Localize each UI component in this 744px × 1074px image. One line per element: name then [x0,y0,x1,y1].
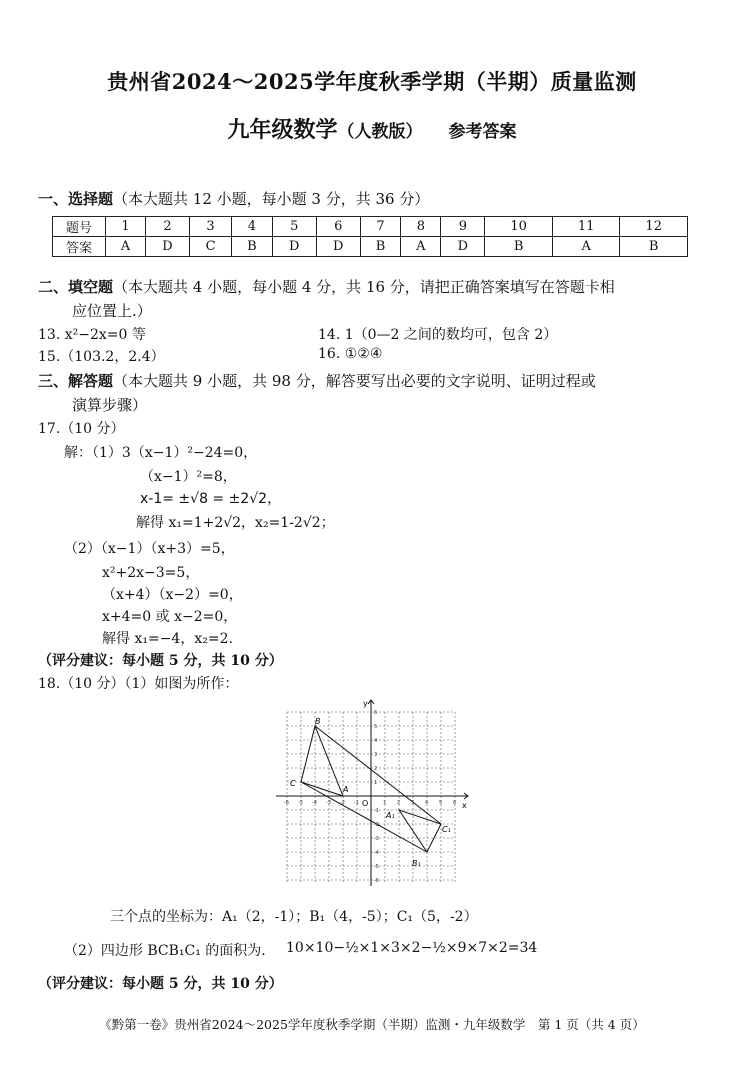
table-cell: B [485,237,553,257]
table-row-numbers [53,217,688,237]
table-cell: A [401,237,441,257]
q17-line: 解：（1）3（x−1）²−24=0， [64,445,258,461]
svg-text:-4: -4 [312,800,317,806]
svg-text:-3: -3 [326,800,331,806]
table-row-answers [53,237,688,257]
q17-line: （2）（x−1）（x+3）=5， [64,541,235,557]
q17-line: 解得 x₁=−4，x₂=2. [102,631,233,647]
title-main [0,113,744,144]
q18-area-expression: 10×10−½×1×3×2−½×9×7×2=34 [286,940,538,956]
svg-text:-1: -1 [354,800,359,806]
q18-coordinates: 三个点的坐标为：A₁（2，-1）；B₁（4，-5）；C₁（5，-2） [110,909,478,925]
title-edition: （人教版） [337,122,423,142]
table-cell: D [145,237,189,257]
q17-line: x²+2x−3=5， [102,565,200,581]
section3-heading: 三、解答题（本大题共 9 小题，共 98 分，解答要写出必要的文字说明、证明过程或 [38,372,596,390]
section2-heading: 二、填空题（本大题共 4 小题，每小题 4 分，共 16 分，请把正确答案填写在答题卡相 [38,278,615,296]
table-cell: D [272,237,316,257]
svg-text:-6: -6 [374,878,379,884]
origin-label: O [362,799,369,808]
table-cell: 4 [232,217,273,237]
q16-answer: 16. ①②④ [318,346,383,362]
q18-header: 18.（10 分）（1）如图为所作： [38,676,239,692]
point-a1-label: A₁ [386,811,395,820]
table-cell: 9 [441,217,485,237]
table-cell: 12 [620,217,688,237]
table-cell: 11 [552,217,620,237]
point-b-label: B [315,717,321,726]
q17-line: x+4=0 或 x−2=0， [102,609,238,625]
point-a-label: A [343,785,349,794]
table-cell: 10 [485,217,553,237]
point-c1-label: C₁ [442,825,451,834]
table-cell: C [189,237,231,257]
svg-text:2: 2 [397,800,401,806]
svg-text:-3: -3 [374,836,379,842]
title-reference: 参考答案 [448,122,517,142]
table-cell: D [316,237,360,257]
point-c-label: C [290,779,296,788]
q17-line: x-1= ±√8 = ±2√2， [140,491,282,507]
table-cell: A [552,237,620,257]
svg-text:5: 5 [439,800,443,806]
table-cell: 7 [360,217,401,237]
q17-line: （x+4）（x−2）=0， [102,587,243,603]
svg-text:-5: -5 [298,800,303,806]
point-b1-label: B₁ [412,859,421,868]
q17-header: 17.（10 分） [38,421,125,437]
q14-answer: 14. 1（0—2 之间的数均可，包含 2） [318,327,558,343]
table-cell: 1 [106,217,146,237]
svg-text:-2: -2 [340,800,345,806]
table-cell: D [441,237,485,257]
table-cell: 2 [145,217,189,237]
svg-text:3: 3 [411,800,415,806]
table-cell: 3 [189,217,231,237]
svg-text:-5: -5 [374,864,379,870]
answer-table [52,216,688,257]
title-line1: 贵州省2024～2025学年度秋季学期（半期）质量监测 [107,69,637,94]
table-cell: 6 [316,217,360,237]
table-cell: 8 [401,217,441,237]
svg-text:3: 3 [374,752,378,758]
section2-heading-cont: 应位置上.） [72,302,152,320]
table-cell: A [106,237,146,257]
table-cell: 5 [272,217,316,237]
q17-eval: （评分建议：每小题 5 分，共 10 分） [38,653,283,669]
svg-text:-4: -4 [374,850,379,856]
q15-answer: 15.（103.2，2.4） [38,349,165,365]
triangle-a1b1c1 [399,810,441,852]
page-footer: 《黔第一卷》贵州省2024～2025学年度秋季学期（半期）监测・九年级数学 第 1 页（共 4 页） [99,1017,645,1032]
table-cell: 答案 [53,237,106,257]
y-axis-label: y [363,699,368,708]
q17-line: （x−1）²=8， [140,469,237,485]
q18-area-label: （2）四边形 BCB₁C₁ 的面积为. [64,943,266,959]
x-axis-label: x [462,801,467,810]
title-subject: 九年级数学 [227,117,338,143]
svg-text:6: 6 [374,710,378,716]
section1-heading: 一、选择题（本大题共 12 小题，每小题 3 分，共 36 分） [38,190,430,208]
table-cell: 题号 [53,217,106,237]
svg-text:5: 5 [374,724,378,730]
svg-text:6: 6 [453,800,457,806]
coordinate-graph [270,694,475,890]
svg-text:1: 1 [374,780,378,786]
q13-answer: 13. x²−2x=0 等 [38,327,146,343]
q18-eval: （评分建议：每小题 5 分，共 10 分） [38,976,283,992]
svg-text:-1: -1 [374,808,379,814]
table-cell: B [360,237,401,257]
section3-heading-cont: 演算步骤） [72,396,148,414]
table-cell: B [620,237,688,257]
svg-text:1: 1 [383,800,387,806]
table-cell: B [232,237,273,257]
svg-text:4: 4 [374,738,378,744]
q17-line: 解得 x₁=1+2√2，x₂=1-2√2； [136,515,335,531]
svg-text:2: 2 [374,766,378,772]
svg-text:-6: -6 [284,800,289,806]
svg-text:4: 4 [425,800,429,806]
svg-text:-2: -2 [374,822,379,828]
